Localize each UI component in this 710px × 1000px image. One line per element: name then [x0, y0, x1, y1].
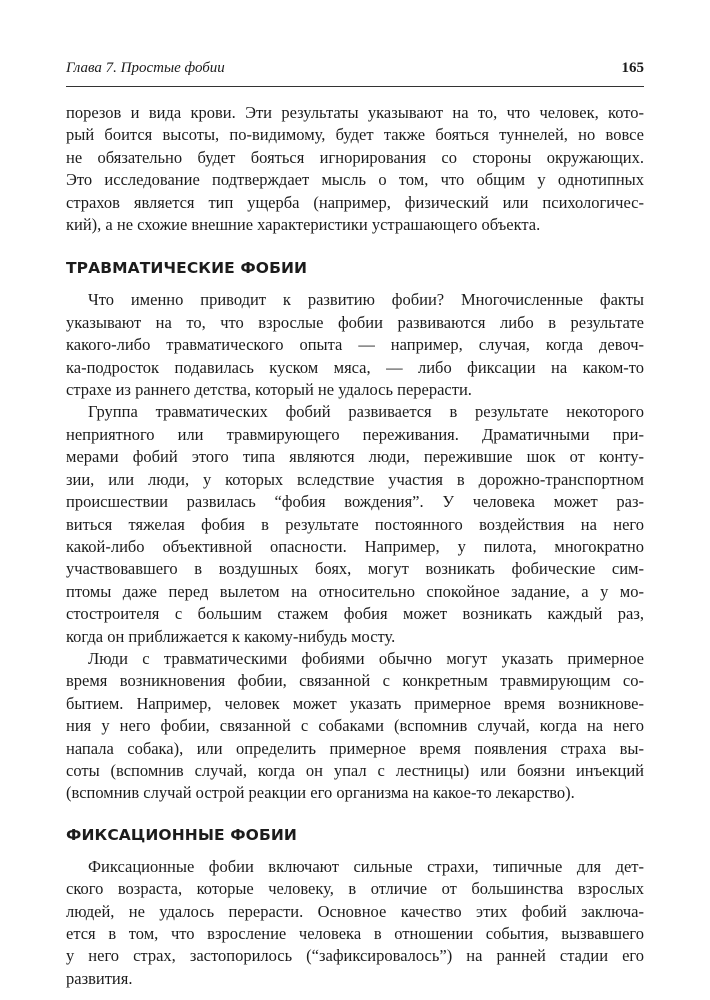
text-line: ния у него фобии, связанной с собаками (вспомнив случай, когда на него	[66, 716, 644, 736]
intro-paragraph	[66, 102, 644, 236]
section-heading-traumatic: ТРАВМАТИЧЕСКИЕ ФОБИИ	[66, 259, 308, 278]
text-line: Что именно приводит к развитию фобии? Многочисленные факты	[88, 290, 644, 310]
page-number: 165	[621, 60, 644, 76]
text-line: птомы даже перед вылетом на относительно спокойное задание, а у мо-	[66, 581, 644, 601]
text-line: Люди с травматическими фобиями обычно могут указать примерное	[88, 648, 644, 668]
text-line: у него страх, застопорилось (“зафиксировалось”) на ранней стадии его	[66, 946, 644, 966]
text-line: ского возраста, которые человеку, в отличие от большинства взрослых	[66, 879, 644, 899]
paragraph	[66, 648, 644, 805]
text-line: Это исследование подтверждает мысль о том, что общим у однотипных	[66, 170, 644, 190]
text-line: какого-либо травматического опыта — например, случая, когда девоч-	[66, 335, 644, 355]
text-line: мерами фобий этого типа являются люди, пережившие шок от конту-	[66, 447, 644, 467]
text-line: рый боится высоты, по-видимому, будет также бояться туннелей, но вовсе	[66, 125, 644, 145]
text-line: стостроителя с большим стажем фобия может возникать каждый раз,	[66, 604, 644, 624]
text-line: когда он приближается к какому-нибудь мосту.	[66, 626, 396, 646]
text-line: какой-либо объективной опасности. Например, у пилота, многократно	[66, 536, 644, 556]
text-line: зии, или люди, у которых вследствие участия в дорожно-транспортном	[66, 469, 644, 489]
text-line: людей, не удалось перерасти. Основное качество этих фобий заключа-	[66, 901, 644, 921]
text-line: неприятного или травмирующего переживания. Драматичными при-	[66, 424, 644, 444]
text-line: кий), а не схожие внешние характеристики устрашающего объекта.	[66, 215, 541, 235]
text-line: время возникновения фобии, связанной с конкретным травмирующим со-	[66, 671, 644, 691]
paragraph	[66, 856, 644, 990]
page-header	[66, 60, 644, 87]
text-line: участвовавшего в воздушных боях, могут возникать фобические сим-	[66, 559, 644, 579]
running-head: Глава 7. Простые фобии	[66, 60, 225, 76]
text-line: страхе из раннего детства, который не удалось перерасти.	[66, 380, 472, 400]
text-line: страхов является тип ущерба (например, физический или психологичес-	[66, 192, 644, 212]
text-line: развития.	[66, 968, 133, 988]
text-line: бытием. Например, человек может указать примерное время возникнове-	[66, 693, 644, 713]
text-line: указывают на то, что взрослые фобии развиваются либо в результате	[66, 312, 644, 332]
section-heading-fixation: ФИКСАЦИОННЫЕ ФОБИИ	[66, 825, 298, 844]
text-line: происшествии развилась “фобия вождения”. У человека может раз-	[66, 492, 644, 512]
text-line: Группа травматических фобий развивается в результате некоторого	[88, 402, 644, 422]
text-line: напала собака), или определить примерное время появления страха вы-	[66, 738, 644, 758]
text-line: ка-подросток подавилась куском мяса, — либо фиксации на каком-то	[66, 357, 644, 377]
text-line: Фиксационные фобии включают сильные страхи, типичные для дет-	[88, 856, 644, 876]
text-line: соты (вспомнив случай, когда он упал с лестницы) или боязни инъекций	[66, 760, 644, 780]
text-line: не обязательно будет бояться игнорирования со стороны окружающих.	[66, 147, 644, 167]
paragraph	[66, 401, 644, 647]
text-line: ется в том, что взросление человека в отношении события, вызвавшего	[66, 924, 644, 943]
text-line: виться тяжелая фобия в результате постоянного воздействия на него	[66, 514, 644, 534]
page-content	[66, 102, 644, 990]
paragraph	[66, 289, 644, 401]
text-line: (вспомнив случай острой реакции его организма на какое-то лекарство).	[66, 783, 575, 803]
text-line: порезов и вида крови. Эти результаты указывают на то, что человек, кото-	[66, 103, 644, 122]
